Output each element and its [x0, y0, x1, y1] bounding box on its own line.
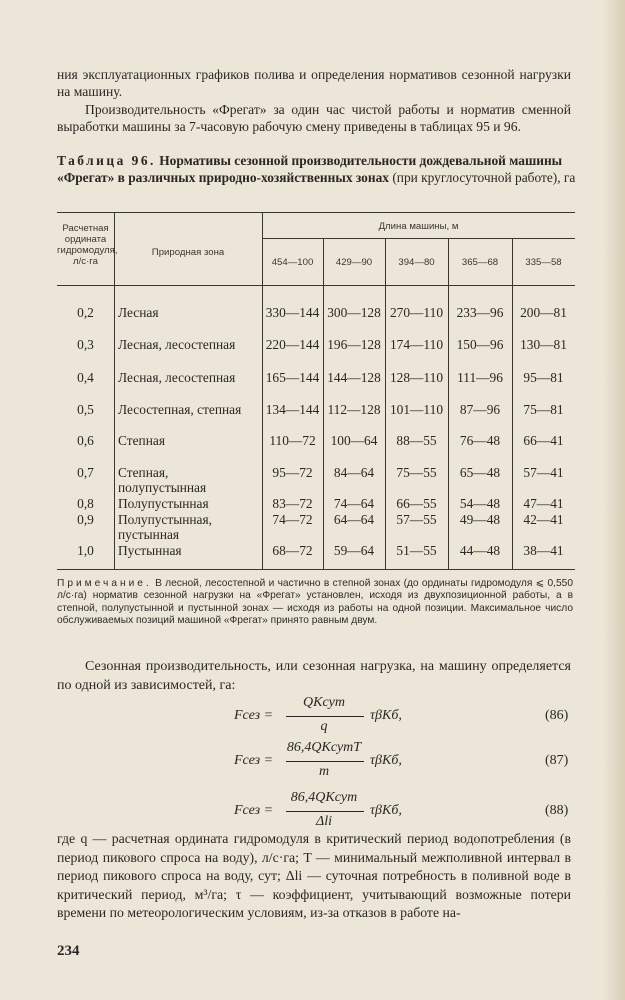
- value-cell: 42—41: [523, 512, 564, 527]
- value-cell: 95—72: [272, 465, 313, 480]
- paragraph-intro: ния эксплуатационных графиков полива и определения нормативов сезонной нагрузки на машину.: [57, 67, 571, 99]
- formula-lhs: Fсез =: [234, 753, 274, 768]
- table-caption: [57, 152, 577, 186]
- paragraph-frigate: Производительность «Фрегат» за один час чистой работы и норматив сменной выработки машины за 7-часовую рабочую смену приведены в таблицах 95 и 96.: [57, 102, 571, 134]
- header-zone: Природная зона: [151, 247, 225, 258]
- formula-number: (88): [545, 803, 569, 818]
- value-cell: 128—110: [389, 370, 444, 385]
- value-cell: 59—64: [333, 543, 375, 558]
- col-divider: [114, 213, 115, 569]
- zone-cell: Пустынная: [118, 543, 182, 558]
- value-cell: 220—144: [265, 337, 320, 352]
- header-bottom-rule: [57, 285, 575, 286]
- col-divider: [385, 238, 386, 569]
- table-caption-title: Нормативы сезонной производительности дождевальной машины «Фрегат» в различных природно-хозяйственных зонах: [57, 153, 563, 185]
- value-cell: 87—96: [459, 402, 501, 417]
- value-cell: 75—81: [523, 402, 564, 417]
- header-ordinate: Расчетная ордината гидромодуля, л/с·га: [57, 223, 118, 267]
- formula-number: (87): [545, 753, 569, 768]
- zone-cell: Степная, полупустынная: [118, 465, 207, 495]
- value-cell: 233—96: [456, 305, 504, 320]
- value-cell: 200—81: [520, 305, 567, 320]
- value-cell: 44—48: [459, 543, 501, 558]
- header-length: Длина машины, м: [378, 221, 459, 232]
- formula-numerator: QKсут: [303, 695, 345, 710]
- ordinate-cell: 0,7: [77, 465, 94, 480]
- value-cell: 101—110: [389, 402, 444, 417]
- note-text: В лесной, лесостепной и частично в степной зонах (до ординаты гидромодуля ⩽ 0,550 л/с·га) норматив сезонной нагрузки на «Фрегат» установлен, исходя из двухпозиционной работы, а в степной, полупустынной и пустынной зонах — исходя из работы на одной позиции. Максимальное число обслуживаемых позиций машиной «Фрегат» принято равным двум.: [57, 578, 573, 627]
- table-caption-rest: (при круглосуточной работе), га: [392, 170, 576, 185]
- zone-cell: Полупустынная: [118, 496, 209, 511]
- paragraph-seasonal: Сезонная производительность, или сезонная нагрузка, на машину определяется по одной из зависимостей, га:: [57, 659, 571, 693]
- ordinate-cell: 0,5: [77, 402, 94, 417]
- formula-numerator: 86,4QKсутT: [286, 740, 362, 755]
- value-cell: 330—144: [265, 305, 320, 320]
- value-cell: 174—110: [389, 337, 444, 352]
- ordinate-cell: 0,8: [77, 496, 94, 511]
- value-cell: 196—128: [327, 337, 381, 352]
- formula-tail: τβKб,: [370, 753, 402, 768]
- value-cell: 51—55: [396, 543, 437, 558]
- zone-cell: Полупустынная, пустынная: [118, 512, 213, 542]
- value-cell: 68—72: [272, 543, 313, 558]
- header-length-3: 394—80: [398, 257, 435, 268]
- norms-table: [57, 212, 575, 570]
- ordinate-cell: 0,4: [77, 370, 94, 385]
- value-cell: 270—110: [389, 305, 444, 320]
- value-cell: 300—128: [327, 305, 381, 320]
- value-cell: 74—64: [333, 496, 375, 511]
- fraction-bar: [286, 716, 364, 717]
- page-number: 234: [57, 943, 80, 959]
- formula-lhs: Fсез =: [234, 803, 274, 818]
- value-cell: 144—128: [327, 370, 381, 385]
- value-cell: 95—81: [523, 370, 564, 385]
- value-cell: 75—55: [396, 465, 437, 480]
- value-cell: 66—55: [396, 496, 437, 511]
- value-cell: 66—41: [523, 433, 564, 448]
- formula-lhs: Fсез =: [234, 708, 274, 723]
- page-edge-shadow: [603, 0, 625, 1000]
- value-cell: 65—48: [459, 465, 501, 480]
- length-header-rule: [262, 238, 575, 239]
- formula-number: (86): [545, 708, 569, 723]
- header-length-4: 365—68: [461, 257, 499, 268]
- zone-cell: Лесная, лесостепная: [118, 337, 236, 352]
- zone-cell: Степная: [118, 433, 165, 448]
- ordinate-cell: 0,6: [77, 433, 94, 448]
- table-note: [57, 578, 573, 628]
- value-cell: 74—72: [272, 512, 313, 527]
- value-cell: 64—64: [333, 512, 375, 527]
- value-cell: 165—144: [265, 370, 320, 385]
- value-cell: 57—55: [396, 512, 437, 527]
- table-caption-label: Таблица 96.: [57, 153, 156, 168]
- fraction-bar: [286, 761, 364, 762]
- value-cell: 49—48: [459, 512, 501, 527]
- formula-numerator: 86,4QKсут: [290, 790, 358, 805]
- value-cell: 54—48: [459, 496, 501, 511]
- value-cell: 57—41: [523, 465, 564, 480]
- value-cell: 84—64: [333, 465, 375, 480]
- note-label: Примечание.: [57, 578, 152, 589]
- formula-tail: τβKб,: [370, 803, 402, 818]
- col-divider: [448, 238, 449, 569]
- header-length-2: 429—90: [335, 257, 373, 268]
- formula-denominator: Δli: [316, 814, 332, 829]
- value-cell: 112—128: [327, 402, 381, 417]
- value-cell: 47—41: [523, 496, 564, 511]
- header-length-5: 335—58: [525, 257, 562, 268]
- paragraph-definitions: где q — расчетная ордината гидромодуля в критический период водопотребления (в период пикового спроса на воду), л/с·га; T — минимальный межполивной интервал в период пикового спроса на воду, сут; Δli — суточная потребность в поливной воде в критический период, м³/га; τ — коэффициент, учитывающий возможные потери времени по метеорологическим условиям, из-за отказов в работе на-: [57, 831, 571, 920]
- zone-cell: Лесная: [118, 305, 159, 320]
- value-cell: 38—41: [523, 543, 564, 558]
- zone-cell: Лесостепная, степная: [118, 402, 242, 417]
- value-cell: 110—72: [269, 433, 316, 448]
- col-divider: [323, 238, 324, 569]
- header-length-1: 454—100: [271, 257, 314, 268]
- ordinate-cell: 0,2: [77, 305, 94, 320]
- value-cell: 134—144: [265, 402, 320, 417]
- value-cell: 76—48: [459, 433, 501, 448]
- col-divider: [512, 238, 513, 569]
- ordinate-cell: 1,0: [77, 543, 94, 558]
- formula-denominator: q: [320, 719, 328, 734]
- value-cell: 111—96: [457, 370, 503, 385]
- zone-cell: Лесная, лесостепная: [118, 370, 236, 385]
- fraction-bar: [286, 811, 364, 812]
- value-cell: 83—72: [272, 496, 313, 511]
- ordinate-cell: 0,3: [77, 337, 94, 352]
- value-cell: 88—55: [396, 433, 437, 448]
- ordinate-cell: 0,9: [77, 512, 94, 527]
- formula-denominator: m: [318, 764, 330, 779]
- value-cell: 150—96: [456, 337, 504, 352]
- formula-tail: τβKб,: [370, 708, 402, 723]
- value-cell: 100—64: [330, 433, 378, 448]
- value-cell: 130—81: [520, 337, 567, 352]
